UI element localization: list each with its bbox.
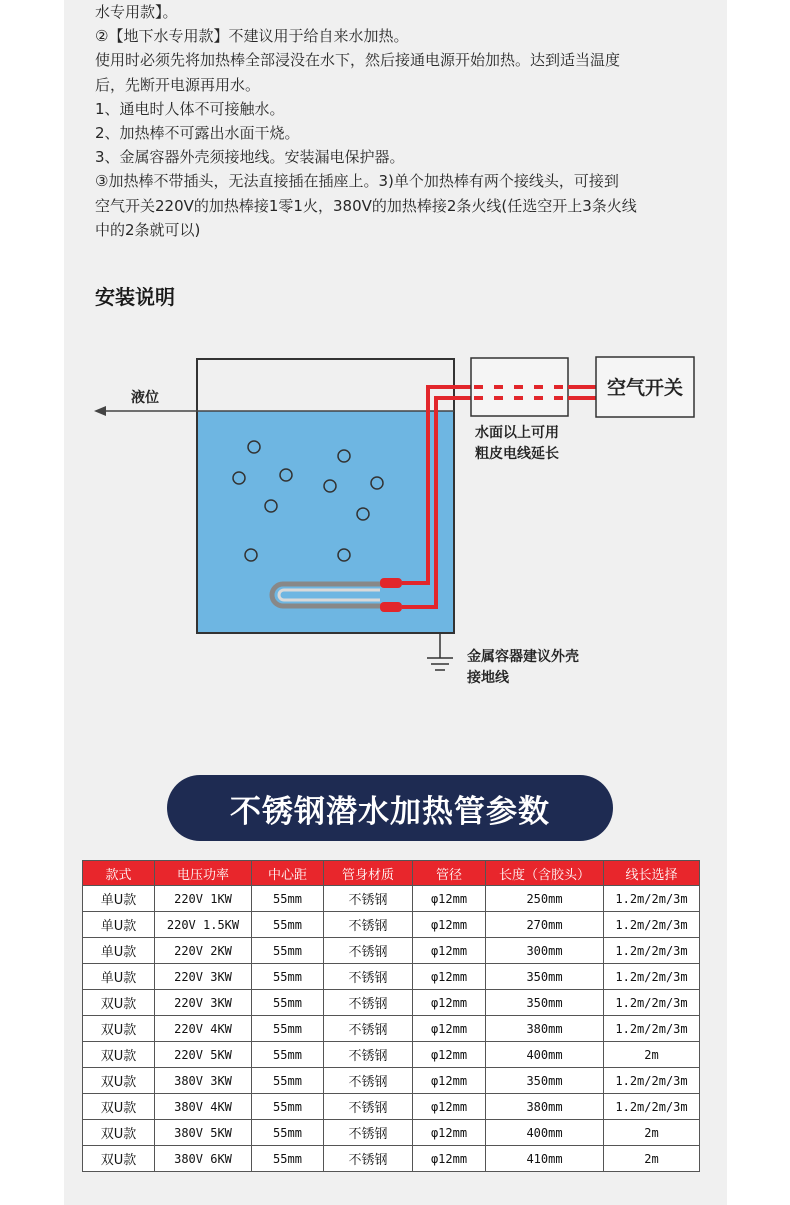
table-row — [83, 1016, 700, 1042]
note-line: 空气开关220V的加热棒接1零1火，380V的加热棒接2条火线(任选空开上3条火线 — [95, 196, 637, 215]
table-cell: 55mm — [252, 886, 324, 912]
table-cell: 单U款 — [83, 886, 155, 912]
table-cell: 400mm — [486, 1042, 604, 1068]
table-cell: 380V 5KW — [155, 1120, 252, 1146]
table-cell: 380V 6KW — [155, 1146, 252, 1172]
table-row — [83, 912, 700, 938]
table-cell: 1.2m/2m/3m — [604, 1016, 700, 1042]
table-cell: 55mm — [252, 1016, 324, 1042]
table-cell: φ12mm — [413, 912, 486, 938]
note-line: 使用时必须先将加热棒全部浸没在水下，然后接通电源开始加热。达到适当温度 — [95, 51, 621, 70]
params-table — [82, 860, 700, 1172]
table-cell: 55mm — [252, 1120, 324, 1146]
table-row — [83, 938, 700, 964]
table-cell: 双U款 — [83, 1042, 155, 1068]
table-cell: 2m — [604, 1042, 700, 1068]
table-cell: 1.2m/2m/3m — [604, 1068, 700, 1094]
cable-extension-note: 水面以上可用 — [475, 425, 559, 441]
table-cell: 380mm — [486, 1094, 604, 1120]
table-cell: 不锈钢 — [324, 1094, 413, 1120]
table-row — [83, 1068, 700, 1094]
table-cell: φ12mm — [413, 1068, 486, 1094]
table-cell: 1.2m/2m/3m — [604, 990, 700, 1016]
table-cell: 双U款 — [83, 990, 155, 1016]
note-line: 后，先断开电源再用水。 — [95, 75, 261, 94]
table-cell: φ12mm — [413, 886, 486, 912]
table-cell: 55mm — [252, 1146, 324, 1172]
table-cell: 单U款 — [83, 964, 155, 990]
table-cell: 270mm — [486, 912, 604, 938]
note-line: 1、通电时人体不可接触水。 — [95, 99, 285, 118]
usage-notes — [95, 0, 705, 242]
column-header: 电压功率 — [155, 861, 252, 886]
table-row — [83, 964, 700, 990]
table-row — [83, 886, 700, 912]
table-row — [83, 1146, 700, 1172]
column-header: 中心距 — [252, 861, 324, 886]
table-cell: 单U款 — [83, 938, 155, 964]
install-section-title: 安装说明 — [95, 285, 175, 309]
table-cell: 双U款 — [83, 1120, 155, 1146]
water-level-arrow-icon — [94, 406, 106, 416]
table-cell: 1.2m/2m/3m — [604, 938, 700, 964]
cable-extension-note: 粗皮电线延长 — [475, 446, 559, 462]
table-cell: 不锈钢 — [324, 1120, 413, 1146]
table-cell: 55mm — [252, 964, 324, 990]
table-cell: 400mm — [486, 1120, 604, 1146]
table-row — [83, 1042, 700, 1068]
note-line: ②【地下水专用款】不建议用于给自来水加热。 — [95, 27, 409, 46]
table-row — [83, 990, 700, 1016]
table-cell: 1.2m/2m/3m — [604, 964, 700, 990]
table-cell: φ12mm — [413, 1016, 486, 1042]
table-cell: 单U款 — [83, 912, 155, 938]
table-cell: φ12mm — [413, 938, 486, 964]
table-cell: 220V 3KW — [155, 964, 252, 990]
table-cell: φ12mm — [413, 1094, 486, 1120]
column-header: 长度（含胶头） — [486, 861, 604, 886]
column-header: 线长选择 — [604, 861, 700, 886]
table-row — [83, 1094, 700, 1120]
table-cell: 220V 1KW — [155, 886, 252, 912]
table-cell: 410mm — [486, 1146, 604, 1172]
water-level-label: 液位 — [131, 390, 159, 406]
table-header-row — [83, 861, 700, 886]
table-cell: 2m — [604, 1120, 700, 1146]
table-cell: 55mm — [252, 1042, 324, 1068]
table-cell: 不锈钢 — [324, 1146, 413, 1172]
table-cell: 380V 3KW — [155, 1068, 252, 1094]
installation-diagram — [88, 350, 708, 690]
table-cell: 不锈钢 — [324, 964, 413, 990]
table-cell: 不锈钢 — [324, 886, 413, 912]
table-cell: 220V 4KW — [155, 1016, 252, 1042]
table-cell: 不锈钢 — [324, 1016, 413, 1042]
table-cell: 不锈钢 — [324, 1068, 413, 1094]
table-cell: 220V 2KW — [155, 938, 252, 964]
table-cell: 双U款 — [83, 1016, 155, 1042]
table-cell: 380V 4KW — [155, 1094, 252, 1120]
table-cell: 220V 3KW — [155, 990, 252, 1016]
column-header: 管径 — [413, 861, 486, 886]
table-cell: φ12mm — [413, 1146, 486, 1172]
table-cell: 220V 1.5KW — [155, 912, 252, 938]
table-cell: 250mm — [486, 886, 604, 912]
table-cell: 双U款 — [83, 1068, 155, 1094]
table-cell: 不锈钢 — [324, 938, 413, 964]
table-cell: 1.2m/2m/3m — [604, 886, 700, 912]
table-cell: 2m — [604, 1146, 700, 1172]
table-cell: 350mm — [486, 964, 604, 990]
table-cell: 220V 5KW — [155, 1042, 252, 1068]
table-cell: φ12mm — [413, 990, 486, 1016]
table-cell: 350mm — [486, 1068, 604, 1094]
note-line: ③加热棒不带插头，无法直接插在插座上。3)单个加热棒有两个接线头，可接到 — [95, 172, 619, 191]
note-line: 2、加热棒不可露出水面干烧。 — [95, 124, 300, 143]
note-line: 中的2条就可以) — [95, 220, 201, 239]
ground-note: 金属容器建议外壳 — [467, 649, 579, 665]
table-cell: 300mm — [486, 938, 604, 964]
table-cell: 55mm — [252, 1068, 324, 1094]
table-cell: φ12mm — [413, 964, 486, 990]
table-cell: 双U款 — [83, 1146, 155, 1172]
note-line: 3、金属容器外壳须接地线。安装漏电保护器。 — [95, 148, 405, 167]
table-cell: φ12mm — [413, 1120, 486, 1146]
table-cell: 55mm — [252, 1094, 324, 1120]
table-cell: 双U款 — [83, 1094, 155, 1120]
note-line: 水专用款】。 — [95, 3, 178, 21]
table-cell: 380mm — [486, 1016, 604, 1042]
table-cell: 不锈钢 — [324, 912, 413, 938]
table-cell: 55mm — [252, 990, 324, 1016]
table-cell: 55mm — [252, 912, 324, 938]
table-cell: 不锈钢 — [324, 1042, 413, 1068]
ground-icon — [427, 633, 453, 670]
ground-note: 接地线 — [467, 670, 509, 686]
air-breaker-label: 空气开关 — [606, 377, 684, 399]
column-header: 管身材质 — [324, 861, 413, 886]
table-cell: 不锈钢 — [324, 990, 413, 1016]
table-cell: 350mm — [486, 990, 604, 1016]
params-banner: 不锈钢潜水加热管参数 — [167, 775, 613, 841]
table-cell: 1.2m/2m/3m — [604, 912, 700, 938]
table-cell: 55mm — [252, 938, 324, 964]
breaker-wires — [568, 387, 596, 398]
table-row — [83, 1120, 700, 1146]
table-cell: φ12mm — [413, 1042, 486, 1068]
table-cell: 1.2m/2m/3m — [604, 1094, 700, 1120]
column-header: 款式 — [83, 861, 155, 886]
